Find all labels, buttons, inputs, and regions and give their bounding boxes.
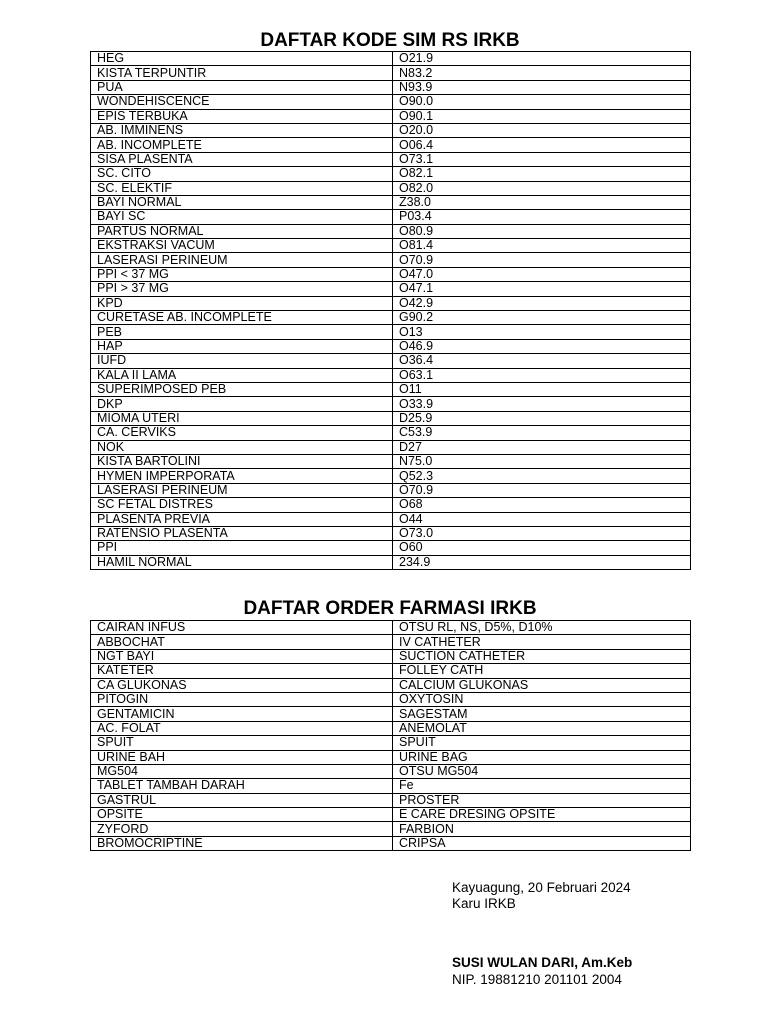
table-row bbox=[91, 339, 691, 353]
row-value: IV CATHETER bbox=[393, 635, 691, 649]
row-label: LASERASI PERINEUM bbox=[91, 483, 393, 497]
row-label: PLASENTA PREVIA bbox=[91, 512, 393, 526]
table-row bbox=[91, 836, 691, 850]
row-label: TABLET TAMBAH DARAH bbox=[91, 779, 393, 793]
row-label: MIOMA UTERI bbox=[91, 411, 393, 425]
row-value: O44 bbox=[393, 512, 691, 526]
row-label: SC FETAL DISTRES bbox=[91, 498, 393, 512]
row-value: PROSTER bbox=[393, 793, 691, 807]
table-row bbox=[91, 325, 691, 339]
table-row bbox=[91, 267, 691, 281]
row-label: NOK bbox=[91, 440, 393, 454]
sim-codes-table bbox=[90, 51, 691, 570]
row-value: O90.1 bbox=[393, 109, 691, 123]
table-row bbox=[91, 66, 691, 80]
table-row bbox=[91, 498, 691, 512]
row-label: SC. CITO bbox=[91, 167, 393, 181]
row-label: HYMEN IMPERPORATA bbox=[91, 469, 393, 483]
row-label: SPUIT bbox=[91, 736, 393, 750]
row-value: O42.9 bbox=[393, 296, 691, 310]
table-row bbox=[91, 469, 691, 483]
table-row bbox=[91, 764, 691, 778]
signer-role: Karu IRKB bbox=[452, 896, 516, 911]
row-value: O36.4 bbox=[393, 354, 691, 368]
table-row bbox=[91, 483, 691, 497]
row-value: OTSU RL, NS, D5%, D10% bbox=[393, 621, 691, 635]
row-label: URINE BAH bbox=[91, 750, 393, 764]
table-row bbox=[91, 541, 691, 555]
row-value: O73.0 bbox=[393, 526, 691, 540]
row-value: O11 bbox=[393, 382, 691, 396]
row-value: CALCIUM GLUKONAS bbox=[393, 678, 691, 692]
table-row bbox=[91, 426, 691, 440]
table-row bbox=[91, 808, 691, 822]
row-value: O81.4 bbox=[393, 239, 691, 253]
table-row bbox=[91, 678, 691, 692]
row-label: LASERASI PERINEUM bbox=[91, 253, 393, 267]
table-row bbox=[91, 382, 691, 396]
row-value: OTSU MG504 bbox=[393, 764, 691, 778]
row-value: D25.9 bbox=[393, 411, 691, 425]
row-value: Z38.0 bbox=[393, 195, 691, 209]
row-value: C53.9 bbox=[393, 426, 691, 440]
row-label: AB. IMMINENS bbox=[91, 123, 393, 137]
row-label: AC. FOLAT bbox=[91, 721, 393, 735]
row-label: PUA bbox=[91, 80, 393, 94]
row-value: FARBION bbox=[393, 822, 691, 836]
row-label: KISTA BARTOLINI bbox=[91, 454, 393, 468]
row-value: N83.2 bbox=[393, 66, 691, 80]
row-value: O73.1 bbox=[393, 152, 691, 166]
row-label: KISTA TERPUNTIR bbox=[91, 66, 393, 80]
row-value: O20.0 bbox=[393, 123, 691, 137]
row-value: OXYTOSIN bbox=[393, 692, 691, 706]
row-label: AB. INCOMPLETE bbox=[91, 138, 393, 152]
row-value: Fe bbox=[393, 779, 691, 793]
row-value: N93.9 bbox=[393, 80, 691, 94]
table-row bbox=[91, 411, 691, 425]
table-row bbox=[91, 210, 691, 224]
row-value: D27 bbox=[393, 440, 691, 454]
table-row bbox=[91, 779, 691, 793]
row-label: KATETER bbox=[91, 664, 393, 678]
signer-name: SUSI WULAN DARI, Am.Keb bbox=[452, 955, 633, 970]
table-row bbox=[91, 152, 691, 166]
row-label: BAYI SC bbox=[91, 210, 393, 224]
row-value: Q52.3 bbox=[393, 469, 691, 483]
row-value: G90.2 bbox=[393, 311, 691, 325]
row-label: WONDEHISCENCE bbox=[91, 95, 393, 109]
row-value: SUCTION CATHETER bbox=[393, 649, 691, 663]
row-value: P03.4 bbox=[393, 210, 691, 224]
row-value: O90.0 bbox=[393, 95, 691, 109]
pharmacy-orders-table bbox=[90, 620, 691, 851]
table-row bbox=[91, 311, 691, 325]
table-row bbox=[91, 181, 691, 195]
row-value: O82.1 bbox=[393, 167, 691, 181]
sim-codes-title: DAFTAR KODE SIM RS IRKB bbox=[260, 30, 520, 51]
row-value: O21.9 bbox=[393, 52, 691, 66]
table-row bbox=[91, 354, 691, 368]
row-label: HAMIL NORMAL bbox=[91, 555, 393, 569]
row-label: CURETASE AB. INCOMPLETE bbox=[91, 311, 393, 325]
row-label: PPI > 37 MG bbox=[91, 282, 393, 296]
table-row bbox=[91, 793, 691, 807]
row-label: BAYI NORMAL bbox=[91, 195, 393, 209]
row-value: O80.9 bbox=[393, 224, 691, 238]
place-date: Kayuagung, 20 Februari 2024 bbox=[452, 880, 631, 895]
table-row bbox=[91, 282, 691, 296]
row-value: CRIPSA bbox=[393, 836, 691, 850]
row-value: SPUIT bbox=[393, 736, 691, 750]
pharmacy-orders-title: DAFTAR ORDER FARMASI IRKB bbox=[243, 598, 537, 619]
table-row bbox=[91, 736, 691, 750]
table-row bbox=[91, 649, 691, 663]
row-value: URINE BAG bbox=[393, 750, 691, 764]
row-value: FOLLEY CATH bbox=[393, 664, 691, 678]
row-label: PPI < 37 MG bbox=[91, 267, 393, 281]
row-label: CA GLUKONAS bbox=[91, 678, 393, 692]
row-value: O33.9 bbox=[393, 397, 691, 411]
table-row bbox=[91, 635, 691, 649]
row-label: SUPERIMPOSED PEB bbox=[91, 382, 393, 396]
table-row bbox=[91, 224, 691, 238]
table-row bbox=[91, 296, 691, 310]
row-value: SAGESTAM bbox=[393, 707, 691, 721]
row-value: N75.0 bbox=[393, 454, 691, 468]
row-value: O70.9 bbox=[393, 483, 691, 497]
table-row bbox=[91, 167, 691, 181]
table-row bbox=[91, 721, 691, 735]
table-row bbox=[91, 239, 691, 253]
row-value: ANEMOLAT bbox=[393, 721, 691, 735]
table-row bbox=[91, 555, 691, 569]
row-label: SC. ELEKTIF bbox=[91, 181, 393, 195]
row-label: CAIRAN INFUS bbox=[91, 621, 393, 635]
row-label: HEG bbox=[91, 52, 393, 66]
table-row bbox=[91, 707, 691, 721]
table-row bbox=[91, 692, 691, 706]
row-value: O82.0 bbox=[393, 181, 691, 195]
table-row bbox=[91, 822, 691, 836]
row-label: PARTUS NORMAL bbox=[91, 224, 393, 238]
row-label: KALA II LAMA bbox=[91, 368, 393, 382]
signer-nip: NIP. 19881210 201101 2004 bbox=[452, 972, 622, 987]
row-value: O13 bbox=[393, 325, 691, 339]
table-row bbox=[91, 526, 691, 540]
row-value: E CARE DRESING OPSITE bbox=[393, 808, 691, 822]
row-label: GASTRUL bbox=[91, 793, 393, 807]
table-row bbox=[91, 664, 691, 678]
row-label: OPSITE bbox=[91, 808, 393, 822]
table-row bbox=[91, 195, 691, 209]
table-row bbox=[91, 750, 691, 764]
row-label: HAP bbox=[91, 339, 393, 353]
table-row bbox=[91, 253, 691, 267]
row-label: PITOGIN bbox=[91, 692, 393, 706]
row-label: PEB bbox=[91, 325, 393, 339]
row-label: DKP bbox=[91, 397, 393, 411]
row-label: KPD bbox=[91, 296, 393, 310]
row-value: O47.0 bbox=[393, 267, 691, 281]
row-label: EPIS TERBUKA bbox=[91, 109, 393, 123]
row-value: O06.4 bbox=[393, 138, 691, 152]
table-row bbox=[91, 440, 691, 454]
table-row bbox=[91, 454, 691, 468]
row-value: O60 bbox=[393, 541, 691, 555]
row-value: O47.1 bbox=[393, 282, 691, 296]
row-label: SISA PLASENTA bbox=[91, 152, 393, 166]
row-label: MG504 bbox=[91, 764, 393, 778]
row-label: IUFD bbox=[91, 354, 393, 368]
row-label: RATENSIO PLASENTA bbox=[91, 526, 393, 540]
table-row bbox=[91, 123, 691, 137]
row-value: 234.9 bbox=[393, 555, 691, 569]
table-row bbox=[91, 512, 691, 526]
row-label: BROMOCRIPTINE bbox=[91, 836, 393, 850]
table-row bbox=[91, 109, 691, 123]
table-row bbox=[91, 95, 691, 109]
row-label: PPI bbox=[91, 541, 393, 555]
table-row bbox=[91, 80, 691, 94]
table-row bbox=[91, 621, 691, 635]
table-row bbox=[91, 368, 691, 382]
row-value: O63.1 bbox=[393, 368, 691, 382]
row-label: ABBOCHAT bbox=[91, 635, 393, 649]
row-value: O46.9 bbox=[393, 339, 691, 353]
row-label: NGT BAYI bbox=[91, 649, 393, 663]
row-label: CA. CERVIKS bbox=[91, 426, 393, 440]
row-label: ZYFORD bbox=[91, 822, 393, 836]
row-value: O70.9 bbox=[393, 253, 691, 267]
row-value: O68 bbox=[393, 498, 691, 512]
row-label: EKSTRAKSI VACUM bbox=[91, 239, 393, 253]
table-row bbox=[91, 52, 691, 66]
table-row bbox=[91, 138, 691, 152]
row-label: GENTAMICIN bbox=[91, 707, 393, 721]
table-row bbox=[91, 397, 691, 411]
